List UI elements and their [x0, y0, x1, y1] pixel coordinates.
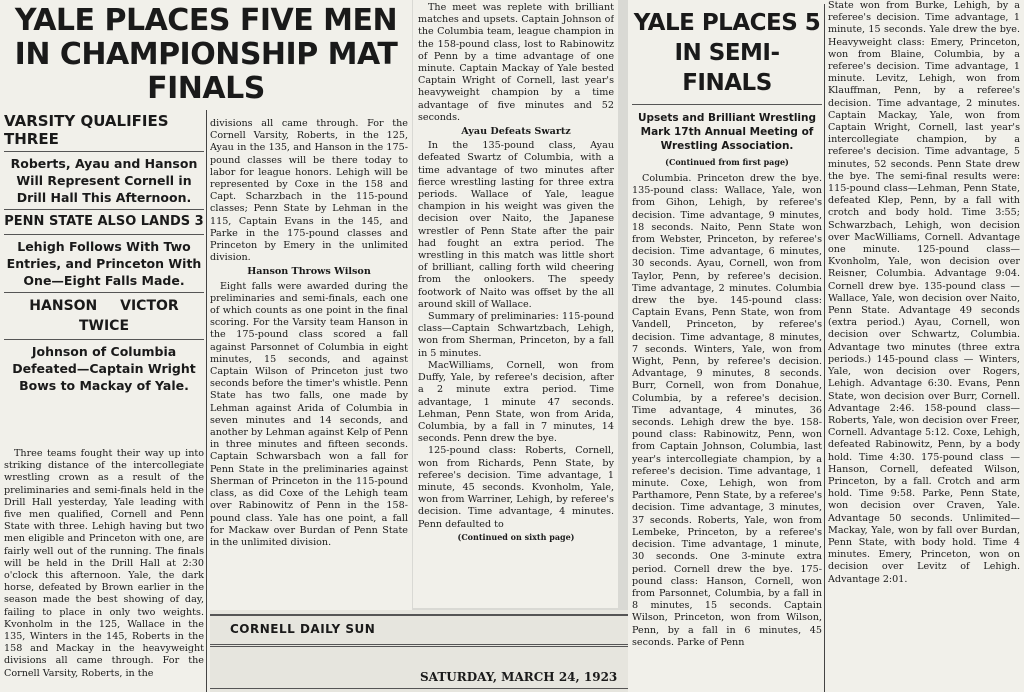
deck-upsets: Upsets and Brilliant Wrestling Mark 17th Annual Meeting of Wrestling Association.: [637, 112, 817, 152]
paragraph: 125-pound class: Roberts, Cornell, won from Richards, Penn State, by referee's decision. Time advantage, 1 minute, 45 seconds. Kvonholm, Yale, won from Warriner, Lehigh, by referee's decision. Time advantage, 4 minutes. Penn defaulted to: [418, 445, 614, 530]
deck-roberts-ayau-hanson: Roberts, Ayau and Hanson Will Represent Cornell in Drill Hall This Afternoon.: [10, 156, 198, 205]
clipping-main-story: [0, 0, 412, 692]
semifinals-column-1: [632, 2, 822, 692]
subhead-ayau-defeats: Ayau Defeats Swartz: [461, 126, 571, 138]
deck-hanson-victor: HANSON VICTOR TWICE: [29, 298, 179, 334]
continuation-column: [418, 2, 614, 606]
deck-divider: [632, 104, 822, 105]
column-rule: [206, 110, 207, 692]
article-text: [4, 448, 204, 680]
dateline-rule: [210, 688, 628, 689]
article-text: [418, 2, 614, 543]
masthead-title: CORNELL DAILY SUN: [230, 622, 376, 636]
masthead-strip: [210, 610, 628, 692]
deck-divider: [4, 234, 204, 235]
deck-divider: [4, 339, 204, 340]
deck-divider: [4, 292, 204, 293]
article-column-2: [210, 118, 408, 598]
masthead-rule: [210, 614, 628, 616]
clipping-semifinals: [628, 0, 1024, 692]
paragraph: Three teams fought their way up into striking distance of the intercollegiate wrestling crown as a result of the preliminaries and semi-finals held in the Drill Hall yesterday, Yale leading with five men qualified, Cornell and Penn State with three. Lehigh having but two men eligible and Princeton with one, are fairly well out of the running. The finals will be held in the Drill Hall at 2:30 o'clock this afternoon. Yale, the dark horse, defeated by Brown earlier in the season made the best showing of day, failing to place in only two weights. Kvonholm in the 125, Wallace in the 135, Winters in the 145, Roberts in the 158 and Mackay in the heavyweight divisions all came through. For the Cornell Varsity, Roberts, in the: [4, 448, 204, 679]
deck-lehigh-follows: Lehigh Follows With Two Entries, and Princeton With One—Eight Falls Made.: [6, 239, 202, 288]
clipping-continuation: [413, 0, 618, 608]
continued-note: (Continued on sixth page): [457, 531, 575, 542]
deck-penn-state-lands: PENN STATE ALSO LANDS 3: [4, 214, 204, 229]
paragraph: State won from Burke, Lehigh, by a referee's decision. Time advantage, 1 minute, 15 seconds. Yale drew the bye. Heavyweight class: Emery, Princeton, won from Blaine, Columbia, by a referee's decision. Time advantage, 1 minute. Levitz, Lehigh, won from Klauffman, Penn, by a referee's decision. Time advantage, 2 minutes. Captain Mackay, Yale, won from Captain Wright, Cornell, last year's intercollegiate champion, by a referee's decision. Time advantage, 5 minutes, 52 seconds. Penn State drew the bye. The semi-final results were: 115-pound class—Lehman, Penn State, defeated Klep, Penn, by a fall with crotch and body hold. Time 3:55; Schwarzbach, Lehigh, won decision over MacWilliams, Cornell. Advantage one minute. 125-pound class—Kvonholm, Yale, won decision over Reisner, Columbia. Advantage 9:04. Cornell drew bye. 135-pound class — Wallace, Yale, won decision over Naito, Penn State. Advantage 49 seconds (extra period.) Ayau, Cornell, won decision over Schwartz, Columbia. Advantage two minutes (three extra periods.) 145-pound class — Winters, Yale, won decision over Rogers, Lehigh. Advantage 6:30. Evans, Penn State, won decision over Burr, Cornell. Advantage 2:46. 158-pound class—Roberts, Yale, won decision over Freer, Cornell. Advantage 5:12. Coxe, Lehigh, defeated Rabinowitz, Penn, by a body hold. Time 4:30. 175-pound class — Hanson, Cornell, defeated Wilson, Princeton, by a fall. Crotch and arm hold. Time 9:58. Parke, Penn State, won decision over Craven, Yale. Advantage 50 seconds. Unlimited—Mackay, Yale, won by fall over Burdan, Penn State, with body hold. Time 4 minutes. Emery, Princeton, won on decision over Levitz of Lehigh. Advantage 2:01.: [828, 0, 1020, 585]
deck-divider: [4, 151, 204, 152]
paragraph: In the 135-pound class, Ayau defeated Swartz of Columbia, with a time advantage of two minutes after fierce wrestling lasting for three extra periods. Wallace of Yale, league champion in his weight was given the decision over Naito, the Japanese wrestler of Penn State after the pair had fought an extra period. The wrestling in this match was little short of brilliant, calling forth wild cheering from the onlookers. The speedy footwork of Naito was offset by the all around skill of Wallace.: [418, 140, 614, 310]
continued-from-note: (Continued from first page): [665, 157, 789, 167]
paragraph: Summary of preliminaries: 115-pound class—Captain Schwartzbach, Lehigh, won from Sherman, Princeton, by a fall in 5 minutes.: [418, 311, 614, 359]
paragraph: divisions all came through. For the Cornell Varsity, Roberts, in the 125, Ayau in the 135, and Hanson in the 175-pound classes will be there today to labor for league honors. Lehigh will be represented by Coxe in the 158 and Capt. Scharzbach in the 115-pound classes; Penn State by Lehman in the 115, Captain Evans in the 145, and Parke in the 175-pound classes and Princeton by Emery in the unlimited division.: [210, 118, 408, 264]
article-text: [210, 118, 408, 549]
paragraph: MacWilliams, Cornell, won from Duffy, Yale, by referee's decision, after a 2 minute extra period. Time advantage, 1 minute 47 seconds. Lehman, Penn State, won from Arida, Columbia, by a fall in 7 minutes, 14 seconds. Penn drew the bye.: [418, 359, 614, 445]
headline-main: YALE PLACES FIVE MEN IN CHAMPIONSHIP MAT FINALS: [14, 3, 398, 106]
deck-varsity-qualifies: VARSITY QUALIFIES THREE: [4, 112, 169, 148]
article-text: [632, 173, 822, 649]
article-column-1: [4, 448, 204, 692]
dateline: SATURDAY, MARCH 24, 1923: [420, 670, 618, 684]
deck-column: [4, 112, 204, 432]
paragraph: Columbia. Princeton drew the bye. 135-pound class: Wallace, Yale, won from Gihon, Lehigh, by referee's decision. Time advantage, 9 minutes, 18 seconds. Naito, Penn State won from Webster, Princeton, by referee's decision. Time advantage, 6 minutes, 30 seconds. Ayau, Cornell, won from Taylor, Penn, by referee's decision. Time advantage, 2 minutes. Columbia drew the bye. 145-pound class: Captain Evans, Penn State, won from Vandell, Princeton, by referee's decision. Time advantage, 8 minutes, 7 seconds. Winters, Yale, won from Wight, Penn, by referee's decision. Advantage, 9 minutes, 8 seconds. Burr, Cornell, won from Donahue, Columbia, by a referee's decision. Time advantage, 4 minutes, 36 seconds. Lehigh drew the bye. 158-pound class: Rabinowitz, Penn, won from Captain Johnson, Columbia, last year's intercollegiate champion, by a referee's decision. Time advantage, 1 minute. Coxe, Lehigh, won from Parthamore, Penn State, by a referee's decision. Time advantage, 3 minutes, 37 seconds. Roberts, Yale, won from Lembeke, Princeton, by a referee's decision. Time advantage, 1 minute, 30 seconds. One 3-minute extra period. Cornell drew the bye. 175-pound class: Hanson, Cornell, won from Parsonnet, Columbia, by a fall in 8 minutes, 15 seconds. Captain Wilson, Princeton, won from Wilson, Penn, by a fall in 6 minutes, 45 seconds. Parke of Penn: [632, 173, 822, 648]
paragraph: The meet was replete with brilliant matches and upsets. Captain Johnson of the Columbia team, league champion in the 158-pound class, lost to Rabinowitz of Penn by a time advantage of one minute. Captain Mackay of Yale bested Captain Wright of Cornell, last year's heavyweight champion by a time advantage of five minutes and 52 seconds.: [418, 2, 614, 123]
headline-semifinals: YALE PLACES 5 IN SEMI-FINALS: [633, 10, 821, 96]
article-text: [828, 0, 1020, 586]
paragraph: Eight falls were awarded during the preliminaries and semi-finals, each one of which counts as one point in the final scoring. For the Varsity team Hanson in the 175-pound class scored a fall against Parsonnet of Columbia in eight minutes, 15 seconds, and against Captain Wilson of Princeton just two seconds before the timer's whistle. Penn State has two falls, one made by Lehman against Arida of Columbia in seven minutes and 14 seconds, and another by Lehman against Kelp of Penn in three minutes and fifteen seconds. Captain Schwarsbach won a fall for Penn State in the preliminaries against Sherman of Princeton in the 115-pound class, as did Coxe of the Lehigh team over Rabinowitz of Penn in the 158-pound class. Yale has one point, a fall for Mackaw over Burdan of Penn State in the unlimited division.: [210, 280, 408, 548]
deck-divider: [4, 209, 204, 210]
column-rule: [824, 4, 825, 692]
subhead-hanson-throws: Hanson Throws Wilson: [247, 266, 371, 278]
masthead-rule: [210, 644, 628, 647]
deck-johnson-defeated: Johnson of Columbia Defeated—Captain Wright Bows to Mackay of Yale.: [12, 344, 196, 393]
semifinals-column-2: [828, 0, 1020, 692]
